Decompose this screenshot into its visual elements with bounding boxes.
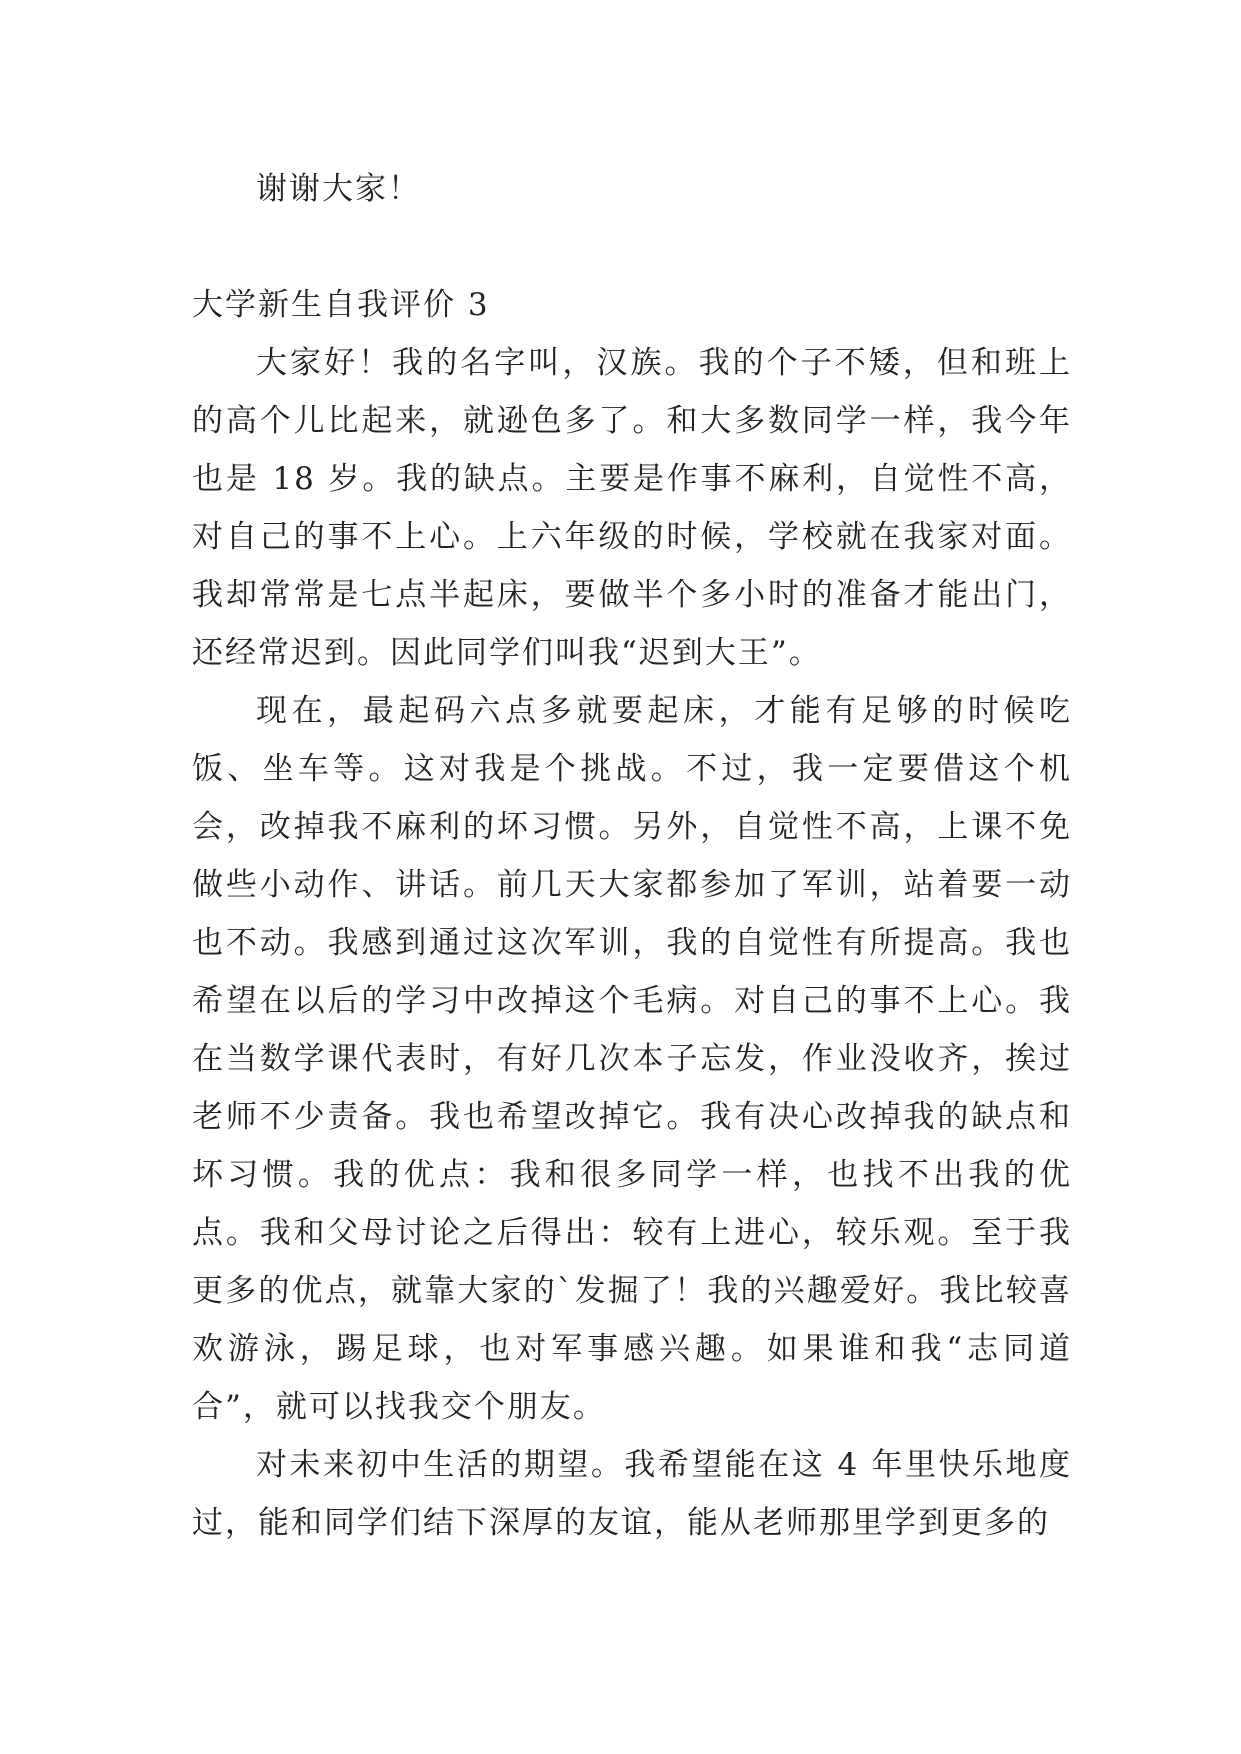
paragraph-self-assessment: 现在，最起码六点多就要起床，才能有足够的时候吃饭、坐车等。这对我是个挑战。不过，我一定要借这个机会，改掉我不麻利的坏习惯。另外，自觉性不高，上课不免做些小动作、讲话。前几天大家都参加了军训，站着要一动也不动。我感到通过这次军训，我的自觉性有所提高。我也希望在以后的学习中改掉这个毛病。对自己的事不上心。我在当数学课代表时，有好几次本子忘发，作业没收齐，挨过老师不少责备。我也希望改掉它。我有决心改掉我的缺点和坏习惯。我的优点：我和很多同学一样，也找不出我的优点。我和父母讨论之后得出：较有上进心，较乐观。至于我更多的优点，就靠大家的`发掘了！我的兴趣爱好。我比较喜欢游泳，踢足球，也对军事感兴趣。如果谁和我“志同道合”，就可以找我交个朋友。	[192, 693, 1072, 1425]
paragraph-intro: 大家好！我的名字叫，汉族。我的个子不矮，但和班上的高个儿比起来，就逊色多了。和大多数同学一样，我今年也是 18 岁。我的缺点。主要是作事不麻利，自觉性不高，对自己的事不上心。上六年级的时候，学校就在我家对面。我却常常是七点半起床，要做半个多小时的准备才能出门，还经常迟到。因此同学们叫我“迟到大王”。	[192, 345, 1072, 671]
section-title: 大学新生自我评价 3	[192, 287, 490, 323]
paragraph-expectations: 对未来初中生活的期望。我希望能在这 4 年里快乐地度过，能和同学们结下深厚的友谊，能从老师那里学到更多的	[192, 1447, 1072, 1541]
closing-line: 谢谢大家！	[256, 171, 421, 207]
document-body	[192, 160, 1072, 1552]
